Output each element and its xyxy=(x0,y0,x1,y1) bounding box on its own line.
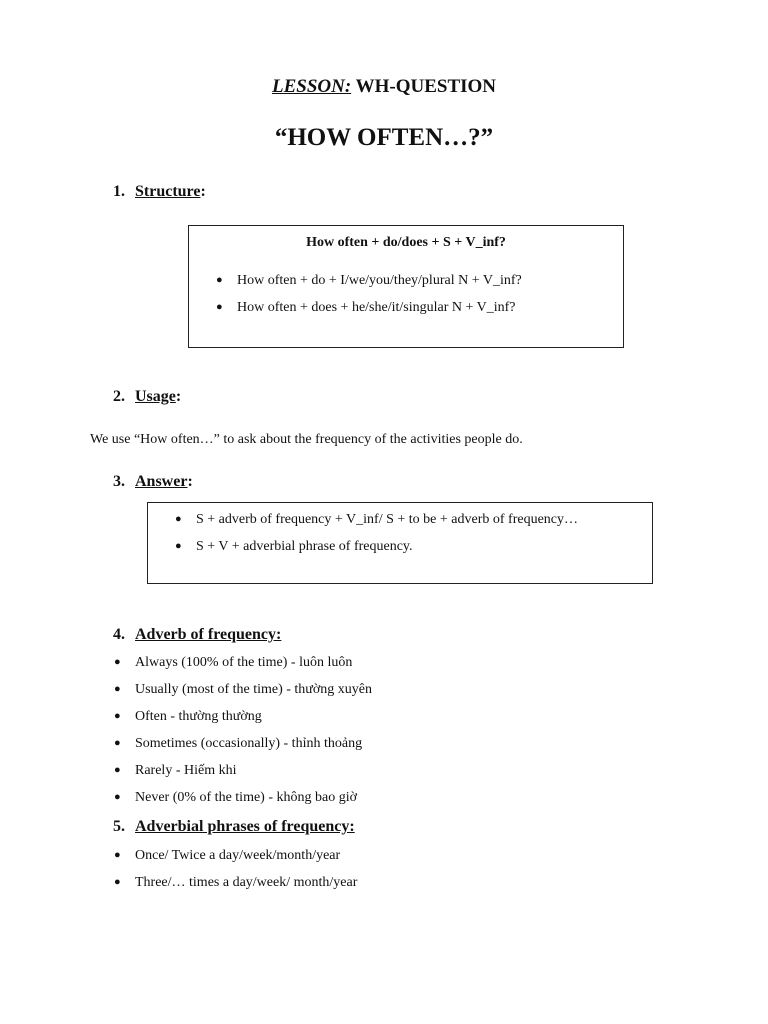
section-usage-heading: 2. Usage: xyxy=(113,388,182,405)
bullet-icon: ● xyxy=(114,791,121,803)
phrase-item: ● Once/ Twice a day/week/month/year xyxy=(114,848,341,863)
adverb-item: ● Always (100% of the time) - luôn luôn xyxy=(114,655,353,670)
bullet-icon: ● xyxy=(114,876,121,888)
section-answer-heading: 3. Answer: xyxy=(113,473,193,490)
section-title: Answer xyxy=(135,473,188,490)
section-phrases-heading xyxy=(113,818,355,836)
lesson-topic: WH-QUESTION xyxy=(355,76,497,97)
section-title: Usage xyxy=(135,388,176,405)
page-title: “HOW OFTEN…?” xyxy=(274,124,494,151)
bullet-icon: ● xyxy=(114,849,121,861)
bullet-icon: ● xyxy=(114,710,121,722)
section-adverbs-heading xyxy=(113,626,281,644)
section-number: 1. xyxy=(113,183,125,200)
list-item: ● How often + do + I/we/you/they/plural N + V_inf? xyxy=(216,273,522,288)
list-item: ● How often + does + he/she/it/singular N + V_inf? xyxy=(216,300,516,315)
list-item: ● S + V + adverbial phrase of frequency. xyxy=(175,539,413,554)
bullet-icon: ● xyxy=(175,540,182,552)
bullet-icon: ● xyxy=(216,301,223,313)
adverb-item: ● Often - thường thường xyxy=(114,709,262,724)
lesson-label: LESSON: xyxy=(271,76,352,97)
usage-paragraph: We use “How often…” to ask about the frequency of the activities people do. xyxy=(90,432,523,447)
section-number: 5. xyxy=(113,818,125,835)
section-title: Structure xyxy=(135,183,201,200)
phrase-item: ● Three/… times a day/week/ month/year xyxy=(114,875,358,890)
adverb-item: ● Never (0% of the time) - không bao giờ xyxy=(114,790,358,805)
adverb-item: ● Usually (most of the time) - thường xuyên xyxy=(114,682,373,697)
section-number: 4. xyxy=(113,626,125,643)
bullet-icon: ● xyxy=(175,513,182,525)
structure-box xyxy=(188,225,624,348)
section-structure-heading: 1. Structure: xyxy=(113,183,206,200)
bullet-icon: ● xyxy=(114,764,121,776)
section-number: 2. xyxy=(113,388,125,405)
lesson-heading xyxy=(0,76,768,98)
bullet-icon: ● xyxy=(216,274,223,286)
section-number: 3. xyxy=(113,473,125,490)
structure-formula: How often + do/does + S + V_inf? xyxy=(306,235,506,250)
list-item: ● S + adverb of frequency + V_inf/ S + to be + adverb of frequency… xyxy=(175,512,578,527)
adverb-item: ● Rarely - Hiếm khi xyxy=(114,763,237,778)
bullet-icon: ● xyxy=(114,737,121,749)
adverb-item: ● Sometimes (occasionally) - thỉnh thoảng xyxy=(114,736,363,751)
bullet-icon: ● xyxy=(114,683,121,695)
bullet-icon: ● xyxy=(114,656,121,668)
section-title: Adverb of frequency: xyxy=(135,626,282,643)
answer-box xyxy=(147,502,653,584)
section-title: Adverbial phrases of frequency: xyxy=(135,818,355,835)
